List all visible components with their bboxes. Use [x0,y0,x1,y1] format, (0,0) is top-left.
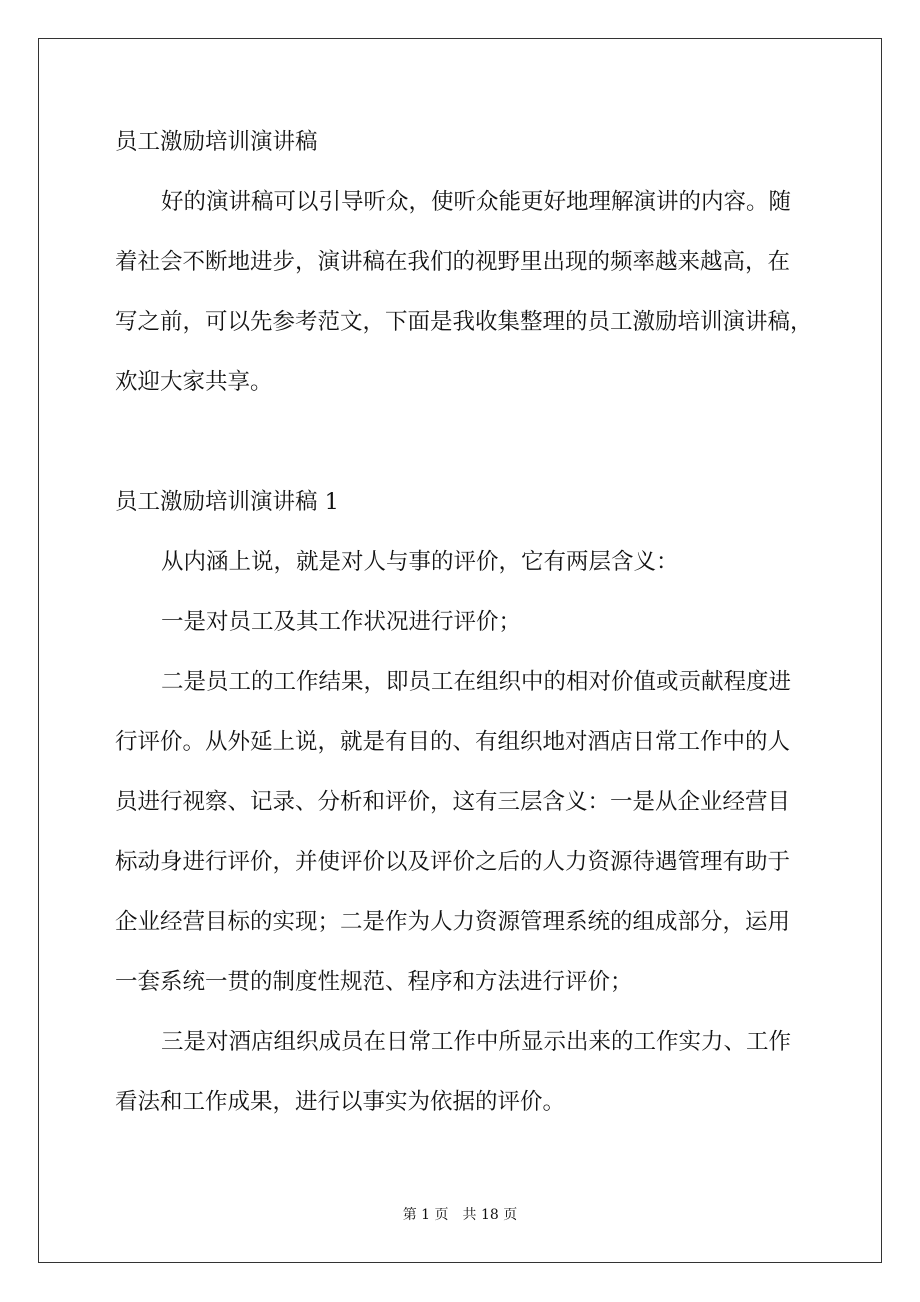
text-line: 欢迎大家共享。 [115,369,273,395]
text-line: 行评价。从外延上说，就是有目的、有组织地对酒店日常工作中的人 [115,729,791,755]
document-body [115,112,815,1132]
text-line: 标动身进行评价，并使评价以及评价之后的人力资源待遇管理有助于 [115,849,791,875]
text-line: 看法和工作成果，进行以事实为依据的评价。 [115,1089,566,1115]
document-title: 员工激励培训演讲稿 [115,129,318,155]
text-line: 员进行视察、记录、分析和评价，这有三层含义：一是从企业经营目 [115,789,791,815]
text-line: 着社会不断地进步，演讲稿在我们的视野里出现的频率越来越高，在 [115,249,791,275]
section-title: 员工激励培训演讲稿 1 [115,489,339,515]
text-line: 从内涵上说，就是对人与事的评价，它有两层含义： [161,549,679,575]
page-number-footer: 第 1 页 共 18 页 [402,1207,518,1223]
text-line: 好的演讲稿可以引导听众，使听众能更好地理解演讲的内容。随 [161,189,792,215]
text-line: 写之前，可以先参考范文，下面是我收集整理的员工激励培训演讲稿， [115,309,813,335]
paragraph [115,652,815,1012]
paragraph [115,532,815,592]
paragraph [115,1012,815,1132]
text-line: 二是员工的工作结果，即员工在组织中的相对价值或贡献程度进 [161,669,792,695]
text-line: 企业经营目标的实现；二是作为人力资源管理系统的组成部分，运用 [115,909,791,935]
paragraph [115,592,815,652]
blank-line [115,412,815,472]
text-line: 一是对员工及其工作状况进行评价； [161,609,522,635]
text-line: 一套系统一贯的制度性规范、程序和方法进行评价； [115,969,633,995]
intro-paragraph [115,172,815,412]
text-line: 三是对酒店组织成员在日常工作中所显示出来的工作实力、工作 [161,1029,792,1055]
